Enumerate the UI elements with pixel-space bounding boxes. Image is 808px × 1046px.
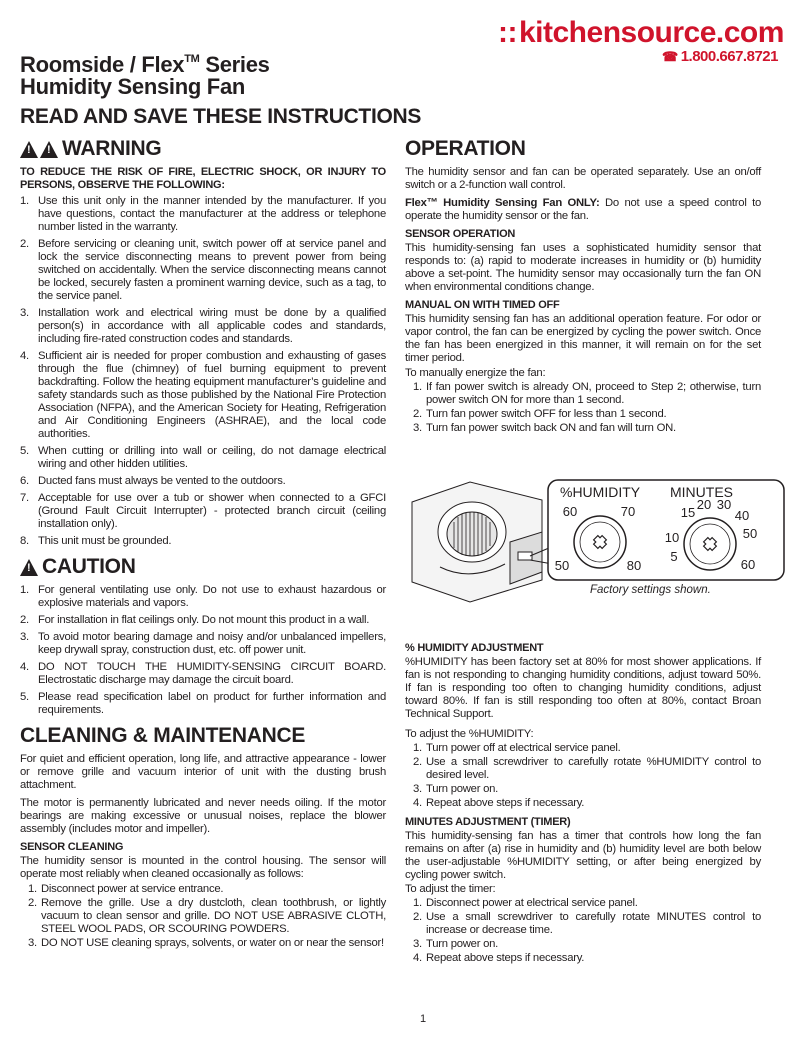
operation-heading: OPERATION	[405, 137, 526, 160]
sensor-cleaning-list	[20, 883, 386, 950]
humidity-dial-tick-label: 50	[554, 558, 570, 573]
list-item-number: 2.	[28, 897, 37, 909]
electric-hazard-icon	[40, 141, 58, 158]
list-item-number: 1.	[20, 584, 29, 596]
logo-domain: .com	[715, 16, 784, 49]
list-item-number: 1.	[413, 897, 422, 909]
list-item-number: 7.	[20, 492, 29, 504]
minutes-dial-tick-label: 30	[716, 497, 732, 512]
list-item	[405, 756, 761, 782]
list-item	[405, 952, 761, 965]
minutes-dial-tick-label: 20	[696, 497, 712, 512]
list-item-number: 3.	[413, 422, 422, 434]
list-item-text: Use a small screwdriver to carefully rotate MINUTES control to increase or decrease time.	[426, 911, 761, 936]
list-item-text: Please read specification label on product for further information and requirements.	[38, 691, 386, 716]
list-item-text: DO NOT USE cleaning sprays, solvents, or water on or near the sensor!	[41, 937, 384, 949]
list-item-number: 5.	[20, 445, 29, 457]
warning-heading	[20, 136, 386, 162]
list-item-text: If fan power switch is already ON, proceed to Step 2; otherwise, turn power switch ON for more than 1 second.	[426, 381, 761, 406]
list-item-text: Use this unit only in the manner intended by the manufacturer. If you have questions, contact the manufacturer at the address or telephone number listed in the warranty.	[38, 195, 386, 233]
humidity-adjustment-text: %HUMIDITY has been factory set at 80% for most shower applications. If fan is not responding to changing humidity conditions, adjust toward 50%. If fan is responding too often to changing humidity conditions, adjust toward 80%. If fan is still responding too often at 80%, contact Broan Technical Support.	[405, 656, 761, 720]
manual-on-intro: To manually energize the fan:	[405, 367, 546, 379]
list-item	[20, 661, 386, 687]
humidity-dial-tick-label: 80	[626, 558, 642, 573]
list-item	[20, 584, 386, 610]
caution-triangle-icon	[20, 559, 38, 576]
list-item-text: Disconnect power at electrical service panel.	[426, 897, 638, 909]
list-item	[20, 535, 386, 548]
list-item-text: Ducted fans must always be vented to the outdoors.	[38, 475, 286, 487]
manual-on-text: This humidity sensing fan has an additional operation feature. For odor or vapor control, the fan can be energized by cycling the power switch. Once the fan has been energized in this manner, it will remain on for the set timer period.	[405, 313, 761, 364]
list-item	[405, 938, 761, 951]
list-item-number: 3.	[28, 937, 37, 949]
list-item	[20, 350, 386, 441]
list-item-text: To avoid motor bearing damage and noisy and/or unbalanced impellers, keep drywall spray, construction dust, etc. off power unit.	[38, 631, 386, 656]
list-item-text: Sufficient air is needed for proper combustion and exhausting of gases through the flue (chimney) of fuel burning equipment to prevent backdrafting. Follow the heating equipment manufacturer’s guideline and safety standards such as those published by the National Fire Protection Association (NFPA), and the American Society for Heating, Refrigeration and Air Conditioning Engineers (ASHRAE), and the local code authorities.	[38, 350, 386, 440]
list-item-number: 3.	[413, 938, 422, 950]
warning-icons	[20, 141, 58, 158]
sensor-operation-text: This humidity-sensing fan uses a sophisticated humidity sensor that responds to: (a) rapid to moderate increases in humidity or (b) humidity above a set-point. The humidity sensor may occasionally turn the fan ON when environmental conditions change.	[405, 242, 761, 293]
instructions-heading: READ AND SAVE THESE INSTRUCTIONS	[20, 105, 422, 128]
list-item-number: 2.	[413, 911, 422, 923]
warning-intro: TO REDUCE THE RISK OF FIRE, ELECTRIC SHOCK, OR INJURY TO PERSONS, OBSERVE THE FOLLOWING:	[20, 166, 386, 191]
list-item-number: 4.	[20, 661, 29, 673]
operation-para1: The humidity sensor and fan can be operated separately. Use an on/off switch or a 2-function wall control.	[405, 166, 761, 191]
list-item	[405, 797, 761, 810]
list-item-number: 2.	[20, 238, 29, 250]
list-item-text: When cutting or drilling into wall or ceiling, do not damage electrical wiring and other hidden utilities.	[38, 445, 386, 470]
logo-name: kitchensource	[518, 16, 716, 49]
kitchensource-logo[interactable]	[498, 16, 784, 50]
caution-heading	[20, 554, 386, 580]
list-item	[20, 445, 386, 471]
flex-only-text: Do not use a speed control to operate the humidity sensor or the fan.	[405, 197, 761, 222]
list-item-text: Acceptable for use over a tub or shower when connected to a GFCI (Ground Fault Circuit Interrupter) - protected branch circuit (ceiling installation only).	[38, 492, 386, 530]
page-number: 1	[420, 1013, 427, 1025]
list-item	[20, 897, 386, 936]
list-item-number: 4.	[413, 797, 422, 809]
list-item	[20, 883, 386, 896]
list-item-text: Turn fan power switch OFF for less than 1 second.	[426, 408, 667, 420]
list-item	[20, 691, 386, 717]
list-item-text: DO NOT TOUCH THE HUMIDITY-SENSING CIRCUIT BOARD. Electrostatic discharge may damage the circuit board.	[38, 661, 386, 686]
list-item-text: Turn fan power switch back ON and fan will turn ON.	[426, 422, 676, 434]
cleaning-heading: CLEANING & MAINTENANCE	[20, 724, 306, 747]
list-item-text: Repeat above steps if necessary.	[426, 797, 585, 809]
minutes-dial-tick-label: 15	[680, 505, 696, 520]
list-item-number: 8.	[20, 535, 29, 547]
right-column-lower	[405, 637, 761, 966]
list-item-number: 3.	[20, 307, 29, 319]
list-item	[405, 897, 761, 910]
flex-only-label: Flex™ Humidity Sensing Fan ONLY:	[405, 197, 600, 209]
list-item-text: Remove the grille. Use a dry dustcloth, clean toothbrush, or lightly vacuum to clean sensor and grille. DO NOT USE ABRASIVE CLOTH, STEEL WOOL PADS, OR SCOURING POWDERS.	[41, 897, 386, 935]
logo-dots: ::	[498, 16, 517, 49]
list-item-number: 1.	[28, 883, 37, 895]
page-subtitle: Humidity Sensing Fan	[20, 74, 246, 99]
humidity-dial-tick-label: 60	[562, 504, 578, 519]
list-item-text: Installation work and electrical wiring must be done by a qualified person(s) in accordance with all applicable codes and standards, including fire-rated construction codes and standards.	[38, 307, 386, 345]
trademark: TM	[184, 53, 200, 65]
list-item-number: 4.	[20, 350, 29, 362]
phone-icon: ☎	[662, 49, 678, 64]
list-item	[405, 408, 761, 421]
humidity-dial-tick-label: 70	[620, 504, 636, 519]
minutes-dial-tick-label: 10	[664, 530, 680, 545]
minutes-dial-label: MINUTES	[670, 484, 733, 500]
list-item	[20, 238, 386, 303]
list-item-text: Turn power on.	[426, 783, 499, 795]
caution-heading-text: CAUTION	[42, 555, 136, 578]
minutes-adjustment-intro: To adjust the timer:	[405, 883, 496, 895]
list-item	[405, 911, 761, 937]
list-item-number: 2.	[413, 408, 422, 420]
caution-icons	[20, 559, 38, 576]
list-item-text: Repeat above steps if necessary.	[426, 952, 585, 964]
humidity-adjustment-heading: % HUMIDITY ADJUSTMENT	[405, 642, 544, 654]
phone-text: 1.800.667.8721	[680, 48, 778, 65]
minutes-dial-knob[interactable]	[684, 518, 736, 570]
sensor-operation-heading: SENSOR OPERATION	[405, 228, 516, 240]
figure-caption: Factory settings shown.	[590, 584, 711, 596]
warning-triangle-icon	[20, 141, 38, 158]
list-item-number: 6.	[20, 475, 29, 487]
list-item-number: 1.	[20, 195, 29, 207]
list-item	[20, 937, 386, 950]
humidity-dial-label: %HUMIDITY	[560, 484, 641, 500]
list-item	[20, 475, 386, 488]
list-item	[405, 742, 761, 755]
list-item-number: 1.	[413, 742, 422, 754]
humidity-adjustment-list	[405, 742, 761, 810]
manual-on-heading: MANUAL ON WITH TIMED OFF	[405, 299, 560, 311]
list-item-text: Turn power off at electrical service panel.	[426, 742, 621, 754]
list-item	[20, 492, 386, 531]
left-column	[20, 136, 386, 951]
minutes-dial-tick-label: 50	[742, 526, 758, 541]
list-item-text: This unit must be grounded.	[38, 535, 172, 547]
list-item-text: For general ventilating use only. Do not use to exhaust hazardous or explosive materials and vapors.	[38, 584, 386, 609]
phone-number[interactable]	[662, 48, 778, 65]
minutes-adjustment-list	[405, 897, 761, 965]
title-line1-suffix: Series	[199, 52, 270, 77]
humidity-dial-knob[interactable]	[574, 516, 626, 568]
list-item-text: Use a small screwdriver to carefully rotate %HUMIDITY control to desired level.	[426, 756, 761, 781]
warning-heading-text: WARNING	[62, 137, 162, 160]
list-item	[405, 422, 761, 435]
sensor-cleaning-heading: SENSOR CLEANING	[20, 841, 124, 853]
list-item-number: 3.	[20, 631, 29, 643]
list-item-number: 3.	[413, 783, 422, 795]
list-item-number: 2.	[413, 756, 422, 768]
list-item-number: 2.	[20, 614, 29, 626]
list-item	[20, 614, 386, 627]
list-item-number: 4.	[413, 952, 422, 964]
title-line1: Roomside / Flex	[20, 52, 185, 77]
list-item	[20, 631, 386, 657]
right-column	[405, 136, 761, 436]
list-item-text: Turn power on.	[426, 938, 499, 950]
list-item	[20, 195, 386, 234]
caution-list	[20, 584, 386, 717]
list-item-number: 5.	[20, 691, 29, 703]
cleaning-para1: For quiet and efficient operation, long life, and attractive appearance - lower or remove grille and vacuum interior of unit with the dusting brush attachment.	[20, 753, 386, 791]
minutes-adjustment-text: This humidity-sensing fan has a timer that controls how long the fan remains on after (a) rise in humidity and (b) humidity level are both below the user-adjustable %HUMIDITY setting, or after being energized by cycling power switch.	[405, 830, 761, 881]
list-item	[20, 307, 386, 346]
sensor-cleaning-intro: The humidity sensor is mounted in the control housing. The sensor will operate most reliably when cleaned occasionally as follows:	[20, 855, 386, 880]
list-item	[405, 783, 761, 796]
list-item-text: For installation in flat ceilings only. Do not mount this product in a wall.	[38, 614, 370, 626]
minutes-dial-tick-label: 40	[734, 508, 750, 523]
minutes-adjustment-heading: MINUTES ADJUSTMENT (TIMER)	[405, 816, 571, 828]
list-item-text: Before servicing or cleaning unit, switch power off at service panel and lock the service disconnecting means to prevent power from being switched on accidentally. When the service disconnecting means cannot be locked, securely fasten a prominent warning device, such as a tag, to the service panel.	[38, 238, 386, 302]
minutes-dial-tick-label: 60	[740, 557, 756, 572]
minutes-dial-tick-label: 5	[670, 549, 678, 564]
list-item-text: Disconnect power at service entrance.	[41, 883, 224, 895]
manual-on-list	[405, 381, 761, 435]
list-item	[405, 381, 761, 407]
warning-list	[20, 195, 386, 548]
cleaning-para2: The motor is permanently lubricated and never needs oiling. If the motor bearings are making excessive or unusual noises, replace the blower assembly (includes motor and impeller).	[20, 797, 386, 835]
operation-para2	[405, 197, 761, 223]
list-item-number: 1.	[413, 381, 422, 393]
humidity-adjustment-intro: To adjust the %HUMIDITY:	[405, 728, 534, 740]
